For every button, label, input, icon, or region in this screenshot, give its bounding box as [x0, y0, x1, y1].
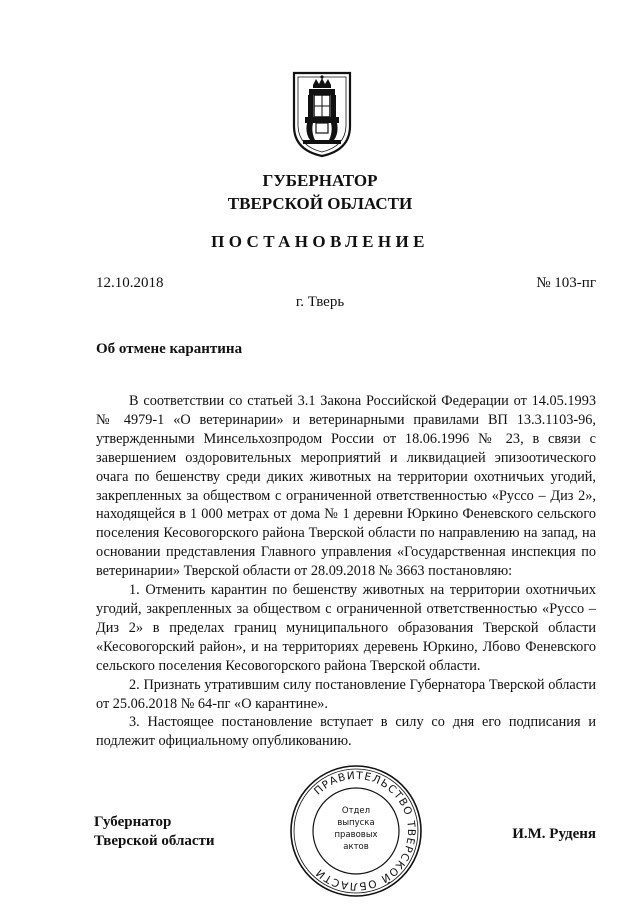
document-date: 12.10.2018: [96, 275, 164, 291]
body-paragraph: В соответствии со статьей 3.1 Закона Российской Федерации от 14.05.1993 № 4979-1 «О ветеринарии» и ветеринарными правилами ВП 13.3.1103-96, утвержденными Минсельхозпродом России от 18.06.1996 № 23, в связи с завершением оздоровительных мероприятий и ликвидацией эпизоотического очага по бешенству среди диких животных на территории охотничьих угодий, закрепленных за обществом с ограниченной ответственностью «Руссо – Диз 2», находящейся в 1 000 метрах от дома № 1 деревни Юркино Феневского сельского поселения Кесовогорского района Тверской области по направлению на запад, на основании представления Главного управления «Государственная инспекция по ветеринарии» Тверской области от 28.09.2018 № 3663 постановляю:: [96, 393, 596, 580]
document-body: [96, 392, 596, 751]
seal-center-line: актов: [343, 842, 369, 852]
body-paragraph: 2. Признать утратившим силу постановление Губернатора Тверской области от 25.06.2018 № 64-пг «О карантине».: [96, 676, 596, 712]
signatory-title-line2: Тверской области: [94, 833, 215, 849]
org-name-line1: ГУБЕРНАТОР: [262, 171, 378, 190]
tver-coat-of-arms-icon: [291, 70, 353, 158]
org-name-line2: ТВЕРСКОЙ ОБЛАСТИ: [227, 194, 413, 213]
signatory-title-line1: Губернатор: [94, 814, 172, 830]
seal-center-line: Отдел: [341, 806, 371, 816]
document-city: г. Тверь: [295, 294, 345, 310]
round-seal-icon: [288, 763, 424, 899]
signatory-title: [94, 813, 215, 851]
signatory-name: И.М. Руденя: [512, 826, 596, 842]
body-paragraph: 3. Настоящее постановление вступает в силу со дня его подписания и подлежит официальному опубликованию.: [96, 714, 596, 750]
document-subject: Об отмене карантина: [96, 341, 243, 357]
document-number: № 103-пг: [536, 275, 596, 291]
document-type: ПОСТАНОВЛЕНИЕ: [211, 232, 429, 251]
seal-ring-text: ПРАВИТЕЛЬСТВО ТВЕРСКОЙ ОБЛАСТИ: [311, 769, 418, 893]
seal-center-line: правовых: [334, 830, 378, 840]
seal-center-line: выпуска: [337, 818, 375, 828]
body-paragraph: 1. Отменить карантин по бешенству животных на территории охотничьих угодий, закрепленных за обществом с ограниченной ответственностью «Руссо – Диз 2» в пределах границ муниципального образования Тверской области «Кесовогорский район», и на территориях деревень Юркино, Лбово Феневского сельского поселения Кесовогорского района Тверской области.: [96, 582, 596, 674]
